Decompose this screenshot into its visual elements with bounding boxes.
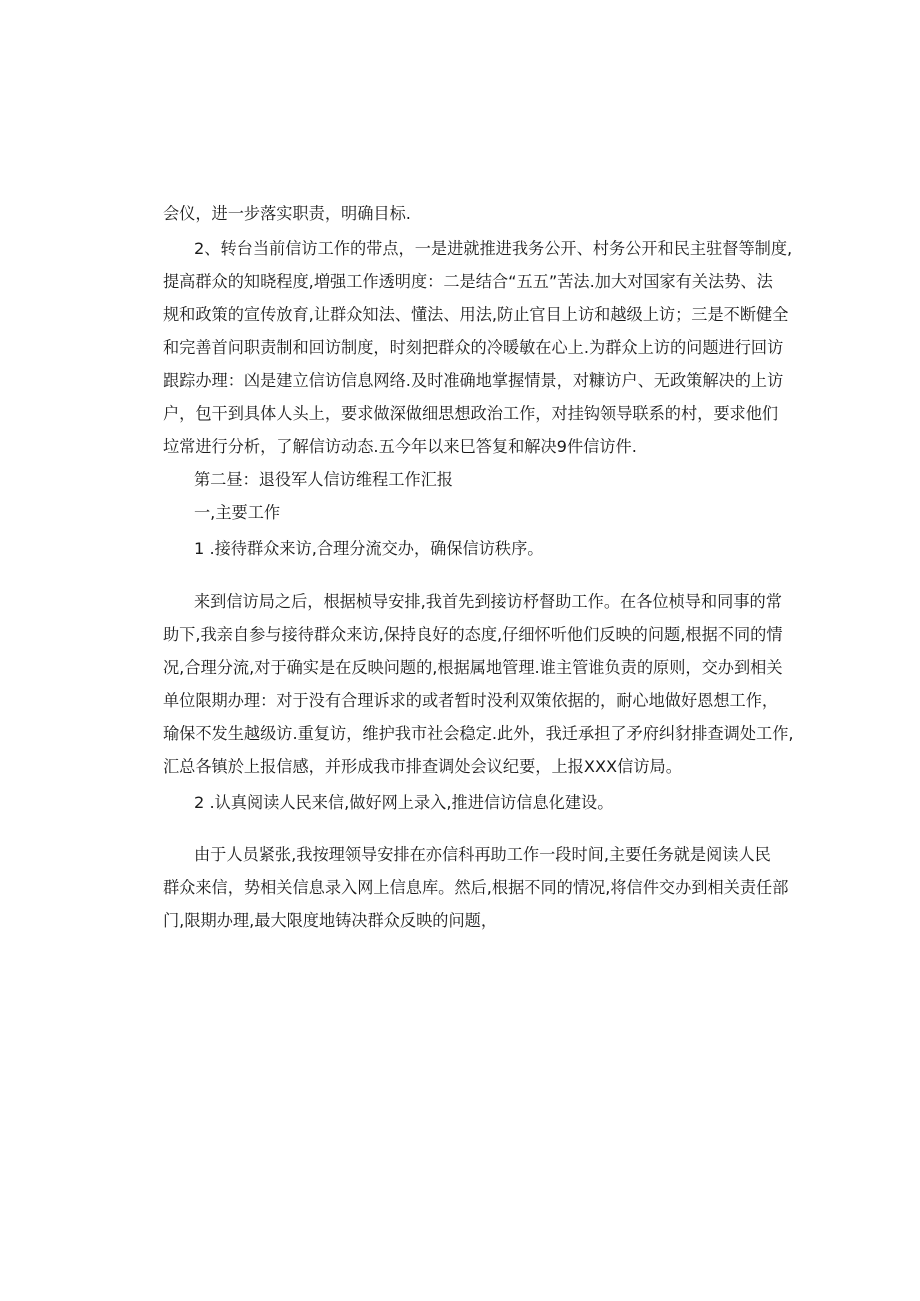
subheading-1: 1 .接待群众来访,合理分流交办，确保信访秩序。 <box>194 539 544 558</box>
paragraph-line-17: 门,限期办理,最大限度地铸决群众反映的问题， <box>163 911 498 930</box>
paragraph-line-6: 跟踪办理：凶是建立信访信息网络.及时准确地掌握情景，对糠访户、无政策解决的上访 <box>163 371 784 390</box>
paragraph-line-15: 由于人员紧张,我按理领导安排在亦信科再助工作一段时间,主要任务就是阅读人民 <box>194 845 771 864</box>
paragraph-line-14: 汇总各镇於上报信感，并形成我市排查调处会议纪要，上报XXX信访局。 <box>163 757 682 776</box>
paragraph-line-1: 会仪，进一步落实职责，明确目标. <box>163 204 411 223</box>
paragraph-line-8: 垃常进行分析，了解信访动态.五今年以来巳答复和解决9件信访件. <box>163 437 637 456</box>
subheading-2: 2 .认真阅读人民来信,做好网上录入,推进信访信息化建设。 <box>194 793 614 812</box>
section-title: 第二昼：退役军人信访维程工作汇报 <box>194 470 453 489</box>
paragraph-line-4: 规和政策的宣传放育,让群众知法、懂法、用法,防止官目上访和越级上访；三是不断健全 <box>163 305 789 324</box>
paragraph-line-5: 和完善首问职责制和回访制度，时刻把群众的冷暖敏在心上.为群众上访的问题进行回访 <box>163 338 784 357</box>
paragraph-line-11: 况,合理分流,对于确实是在反映问题的,根据属地管理.谁主管谁负责的原则，交办到相关 <box>163 658 783 677</box>
paragraph-line-10: 助下,我亲自参与接待群众来访,保持良好的态度,仔细怀听他们反映的问题,根据不同的情 <box>163 625 783 644</box>
paragraph-line-16: 群众来信，势相关信息录入网上信息库。然后,根据不同的情况,将信件交办到相关责任部 <box>163 878 789 897</box>
paragraph-line-13: 瑜保不发生越级访.重复访，维护我市社会稳定.此外，我迁承担了矛府纠豺排查调处工作, <box>163 724 794 743</box>
paragraph-line-7: 户，包干到具体人头上，要求做深做细思想政治工作，对挂钩领导联系的村，要求他们 <box>163 404 779 423</box>
paragraph-line-12: 单位限期办理：对于没有合理诉求的或者暂时没利双策依据的，耐心地做好恩想工作， <box>163 691 779 710</box>
section-heading: 一,主要工作 <box>194 503 281 522</box>
paragraph-line-2: 2、转台当前信访工作的带点，一是进就推进我务公开、村务公开和民主驻督等制度, <box>194 239 793 258</box>
paragraph-line-9: 来到信访局之后，根据桢导安排,我首先到接访杼督助工作。在各位桢导和同事的常 <box>194 592 782 611</box>
paragraph-line-3: 提高群众的知晓程度,増强工作透明度：二是结合“五五”苦法.加大对国家有关法势、法 <box>163 272 773 291</box>
